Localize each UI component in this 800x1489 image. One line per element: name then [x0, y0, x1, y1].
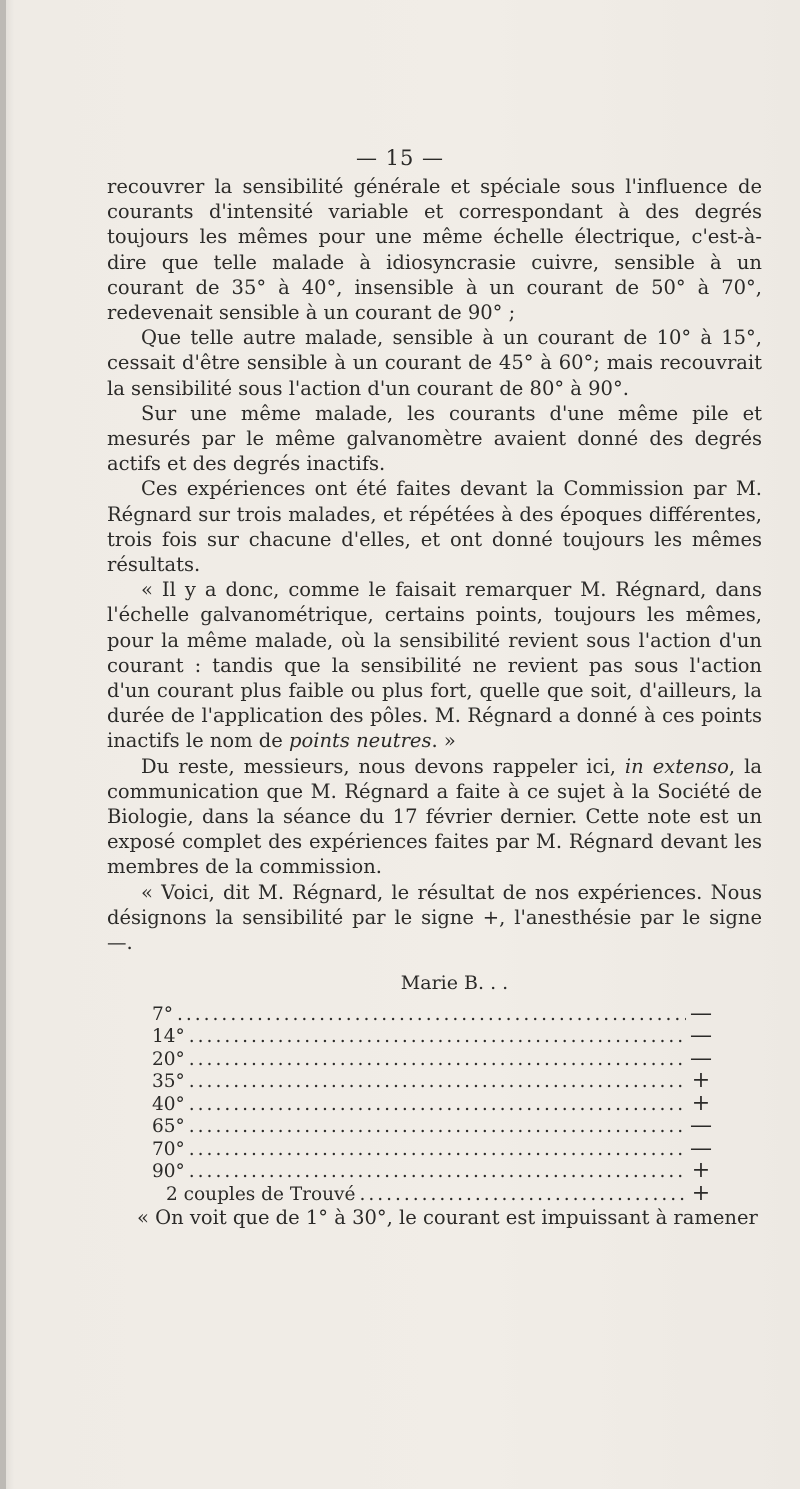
- results-row: [152, 1115, 712, 1138]
- results-row-label: 40°: [152, 1093, 185, 1115]
- paragraph-6-end: , la communication que M. Régnard a faite à ce sujet à la Société de Biologie, dans la séance du 17 février dernier. Cette note est un exposé complet des expériences faites par M. Régnard devant les membres de la commission.: [107, 754, 762, 879]
- paragraph-6: [107, 754, 762, 880]
- results-row: [152, 1090, 712, 1116]
- dot-leader: [189, 1139, 686, 1161]
- results-row-sign: —: [690, 1135, 712, 1161]
- dot-leader: [189, 1071, 686, 1093]
- body-text: [107, 174, 762, 1230]
- dot-leader: [177, 1004, 686, 1026]
- dot-leader: [189, 1094, 686, 1116]
- paragraph-5-text: « Il y a donc, comme le faisait remarquer M. Régnard, dans l'échelle galvanométrique, certains points, toujours les mêmes, pour la même malade, où la sensibilité revient sous l'action d'un courant : tandis que la sensibilité ne revient pas sous l'action d'un courant plus faible ou plus fort, quelle que soit, d'ailleurs, la durée de l'application des pôles. M. Régnard a donné à ces points inactifs le nom de: [107, 578, 762, 753]
- dot-leader: [359, 1184, 686, 1206]
- results-row-label: 70°: [152, 1138, 185, 1160]
- paragraph-3: Sur une même malade, les courants d'une même pile et mesurés par le même galvanomètre avaient donné des degrés actifs et des degrés inactifs.: [107, 401, 762, 476]
- results-row-sign: +: [691, 1158, 711, 1183]
- results-row-label: 20°: [152, 1048, 185, 1070]
- results-row: [152, 1045, 712, 1071]
- results-row: [152, 1135, 712, 1161]
- results-row: [152, 1180, 712, 1206]
- paragraph-5-italic: points neutres: [289, 729, 432, 753]
- paragraph-6-text: Du reste, messieurs, nous devons rappeler ici,: [141, 754, 625, 778]
- results-row-label: 90°: [152, 1161, 185, 1182]
- dot-leader: [189, 1049, 686, 1071]
- paragraph-6-italic: in extenso: [624, 754, 729, 778]
- paragraph-7: « Voici, dit M. Régnard, le résultat de nos expériences. Nous désignons la sensibilité par le signe +, l'anesthésie par le signe —.: [107, 880, 762, 955]
- results-row-sign: +: [691, 1068, 711, 1093]
- dot-leader: [189, 1026, 686, 1048]
- paragraph-4: Ces expériences ont été faites devant la Commission par M. Régnard sur trois malades, et répétées à des époques différentes, trois fois sur chacune d'elles, et ont donné toujours les mêmes résultats.: [107, 477, 762, 577]
- results-row: [152, 1160, 712, 1183]
- page-number: — 15 —: [355, 146, 445, 170]
- paragraph-5-quote: [107, 577, 762, 753]
- dot-leader: [189, 1161, 686, 1183]
- results-row-label: 35°: [152, 1071, 185, 1092]
- results-row-label: 7°: [152, 1003, 174, 1025]
- results-table: [152, 1000, 712, 1206]
- paragraph-2: Que telle autre malade, sensible à un courant de 10° à 15°, cessait d'être sensible à un courant de 45° à 60°; mais recouvrait la sensibilité sous l'action d'un courant de 80° à 90°.: [107, 326, 762, 400]
- paragraph-1: recouvrer la sensibilité générale et spéciale sous l'influence de courants d'intensité variable et correspondant à des degrés toujours les mêmes pour une même échelle électrique, c'est-à-dire que telle malade à idiosyncrasie cuivre, sensible à un courant de 35° à 40°, insensible à un courant de 50° à 70°, redevenait sensible à un courant de 90° ;: [107, 175, 762, 325]
- results-row-sign: +: [691, 1090, 711, 1116]
- results-row-label: 2 couples de Trouvé: [166, 1183, 356, 1205]
- results-row: [152, 1025, 712, 1048]
- results-row-label: 65°: [152, 1116, 185, 1137]
- results-caption: Marie B. . .: [400, 972, 509, 995]
- results-row-sign: —: [690, 1023, 712, 1048]
- results-row-sign: —: [690, 1000, 712, 1026]
- results-row-sign: —: [690, 1045, 712, 1071]
- paragraph-5-end: . »: [431, 729, 456, 753]
- results-row-sign: —: [690, 1113, 712, 1138]
- dot-leader: [189, 1116, 686, 1138]
- closing-paragraph: « On voit que de 1° à 30°, le courant est impuissant à ramener: [137, 1206, 758, 1229]
- results-row: [152, 1070, 712, 1093]
- results-row-label: 14°: [152, 1026, 185, 1047]
- results-row-sign: +: [691, 1180, 711, 1206]
- page-edge: [0, 0, 6, 1489]
- results-row: [152, 1000, 712, 1026]
